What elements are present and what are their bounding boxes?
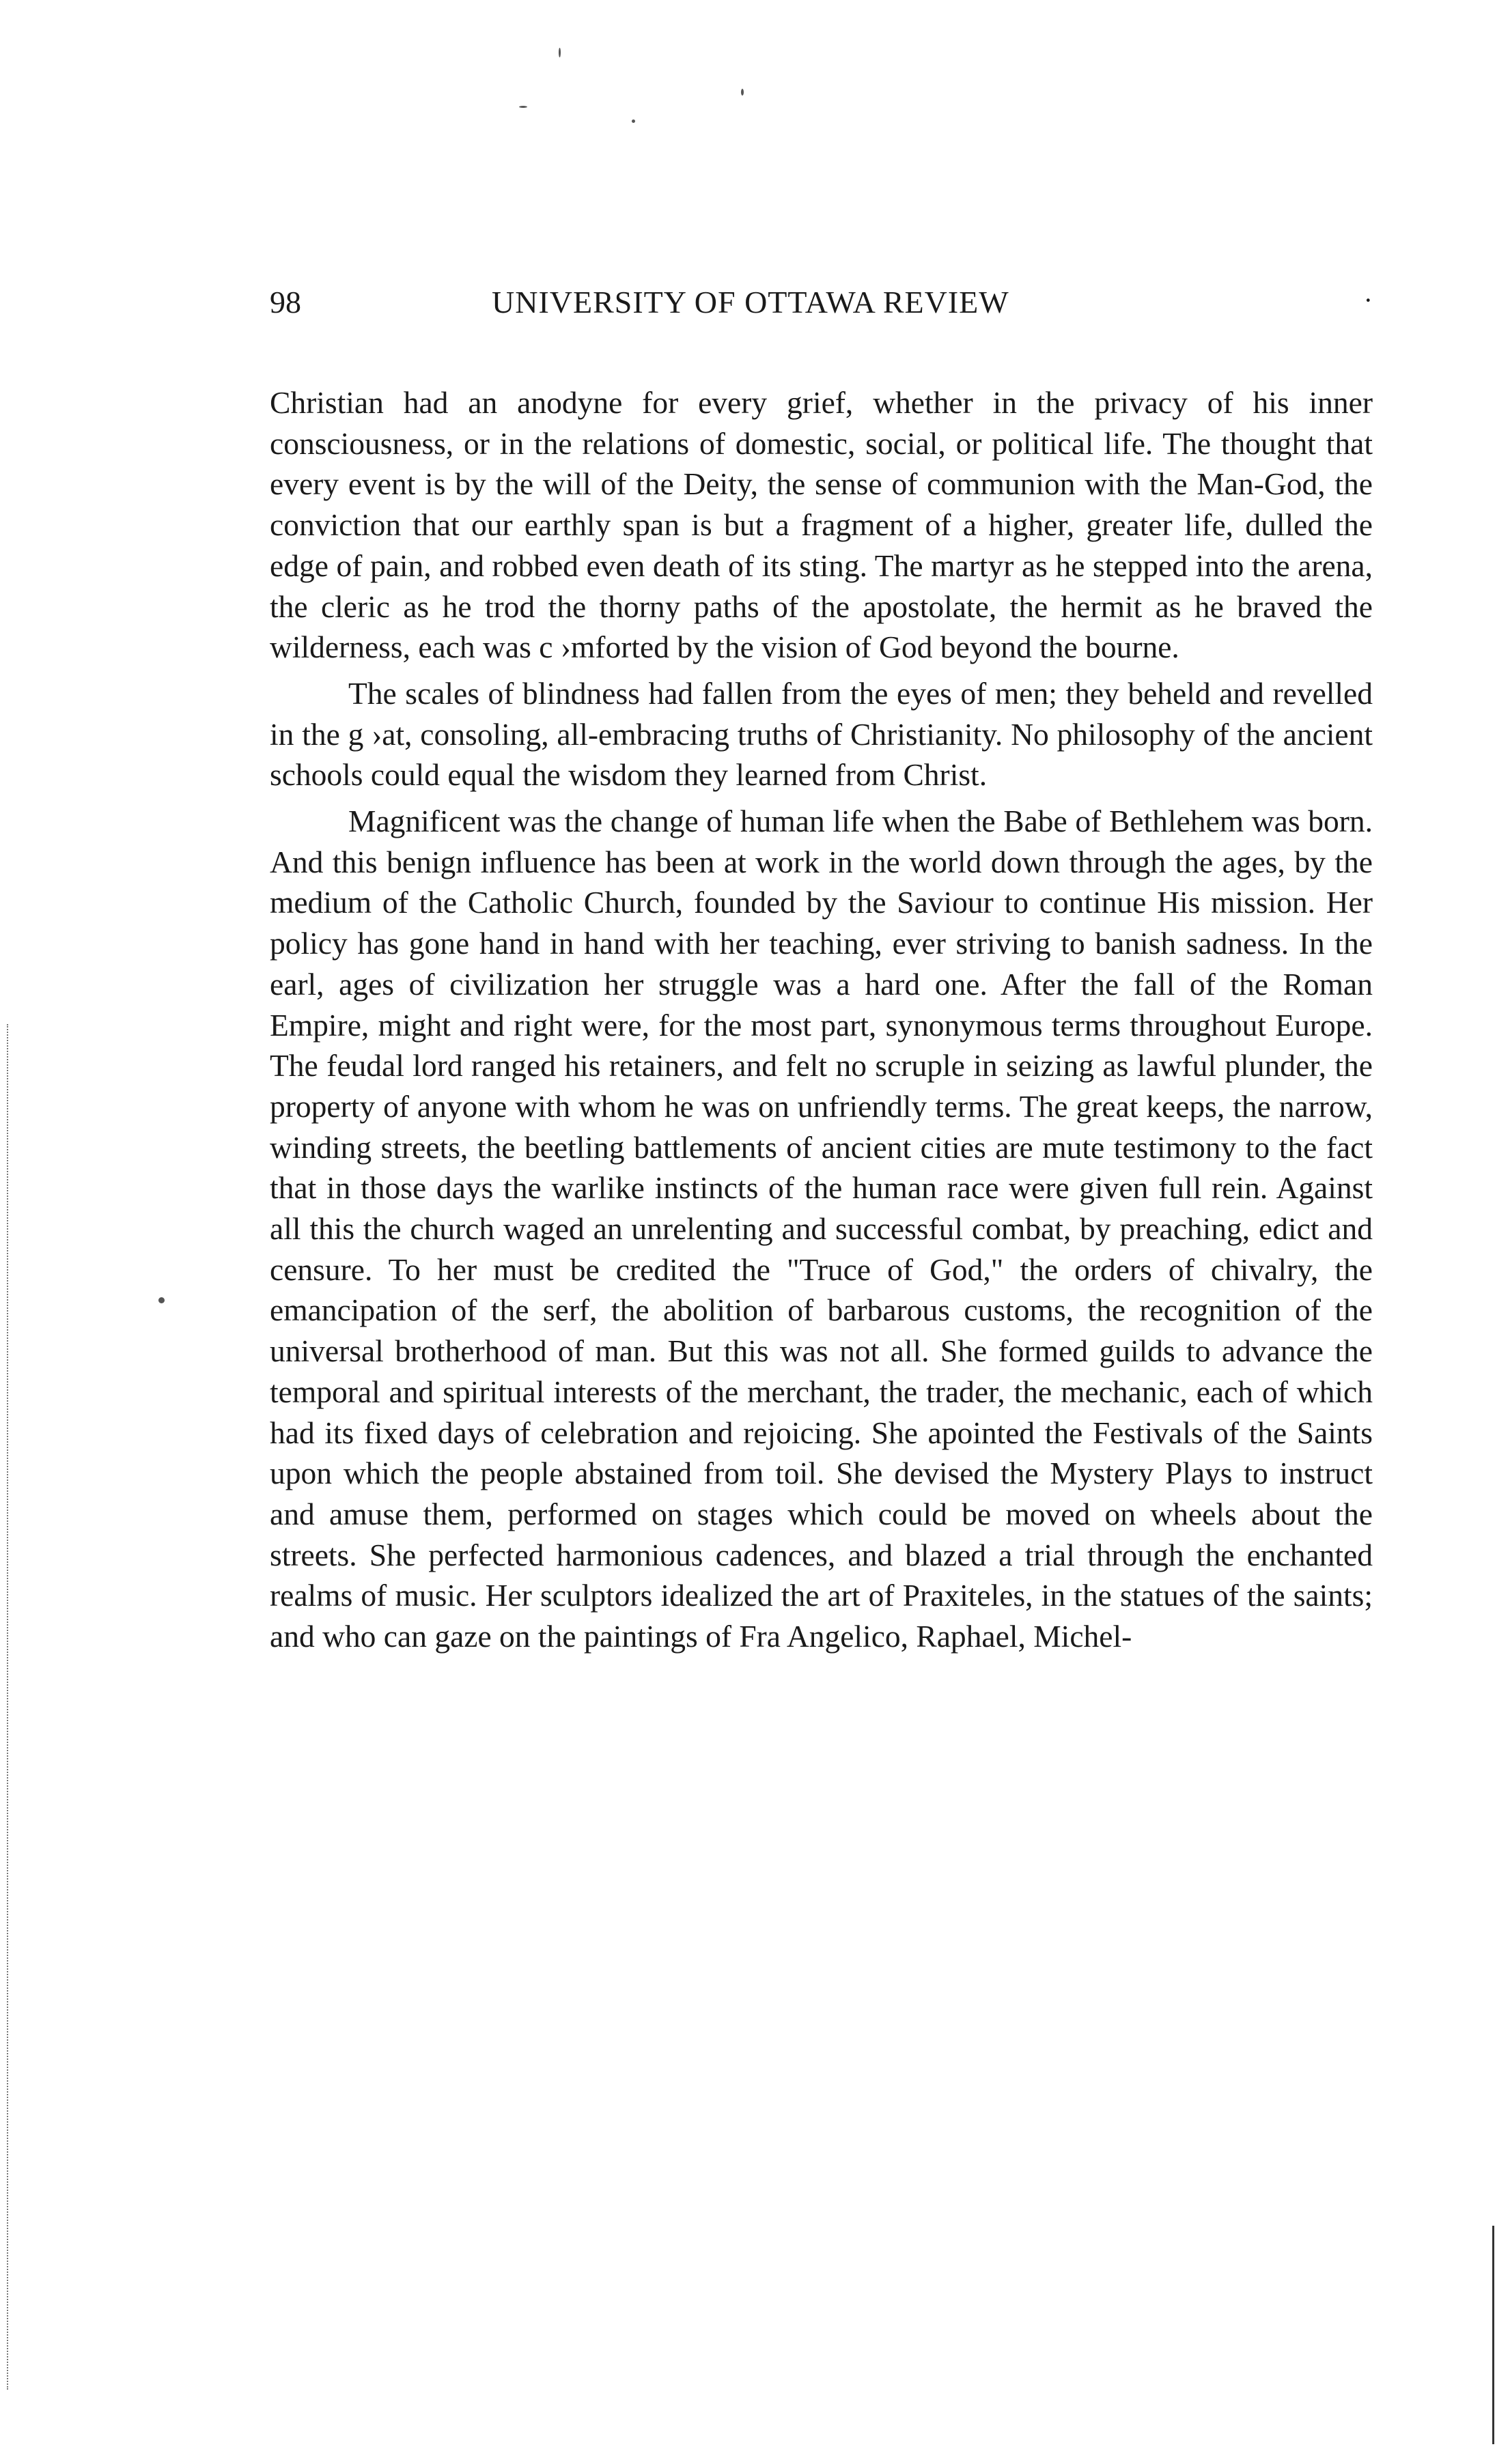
paragraph-3: Magnificent was the change of human life when the Babe of Bethlehem was born. And this benign influence has been at work in the world down through the ages, by the medium of the Catholic Church, founded by the Saviour to continue His mission. Her policy has gone hand in hand with her teaching, ever striving to banish sadness. In the earl, ages of civilization her struggle was a hard one. After the fall of the Roman Empire, might and right were, for the most part, synonymous terms throughout Europe. The feudal lord ranged his retainers, and felt no scruple in seizing as lawful plunder, the property of anyone with whom he was on unfriendly terms. The great keeps, the narrow, winding streets, the beetling battlements of ancient cities are mute testimony to the fact that in those days the warlike instincts of the human race were given full rein. Against all this the church waged an unrelenting and successful combat, by preaching, edict and censure. To her must be credited the "Truce of God," the orders of chivalry, the emancipation of the serf, the abolition of barbarous customs, the recognition of the universal brotherhood of man. But this was not all. She formed guilds to advance the temporal and spiritual interests of the merchant, the trader, the mechanic, each of which had its fixed days of celebration and rejoicing. She apointed the Festivals of the Saints upon which the people abstained from toil. She devised the Mystery Plays to instruct and amuse them, performed on stages which could be moved on wheels about the streets. She perfected harmonious cadences, and blazed a trial through the enchanted realms of music. Her sculptors idealized the art of Praxiteles, in the statues of the saints; and who can gaze on the paintings of Fra Angelico, Raphael, Michel- [270, 804, 1373, 1654]
page-number: 98 [270, 285, 301, 320]
running-head: UNIVERSITY OF OTTAWA REVIEW [492, 285, 1009, 320]
paragraph-2: The scales of blindness had fallen from the eyes of men; they beheld and revelled in the g ›at, consoling, all-embracing truths of Christianity. No philosophy of the ancient schools could equal the wisdom they learned from Christ. [270, 675, 1373, 793]
page-edge-right [1492, 2226, 1496, 2444]
page-header [270, 284, 1373, 325]
paragraph-1: Christian had an anodyne for every grief, whether in the privacy of his inner consciousness, or in the relations of domestic, social, or political life. The thought that every event is by the will of the Deity, the sense of communion with the Man-God, the conviction that our earthly span is but a fragment of a higher, greater life, dulled the edge of pain, and robbed even death of its sting. The martyr as he stepped into the arena, the cleric as he trod the thorny paths of the apostolate, the hermit as he braved the wilderness, each was c ›mforted by the vision of God beyond the bourne. [270, 385, 1373, 665]
header-mark: · [1363, 285, 1373, 315]
body-text [270, 382, 1373, 1662]
page-edge-left [7, 1024, 12, 2390]
